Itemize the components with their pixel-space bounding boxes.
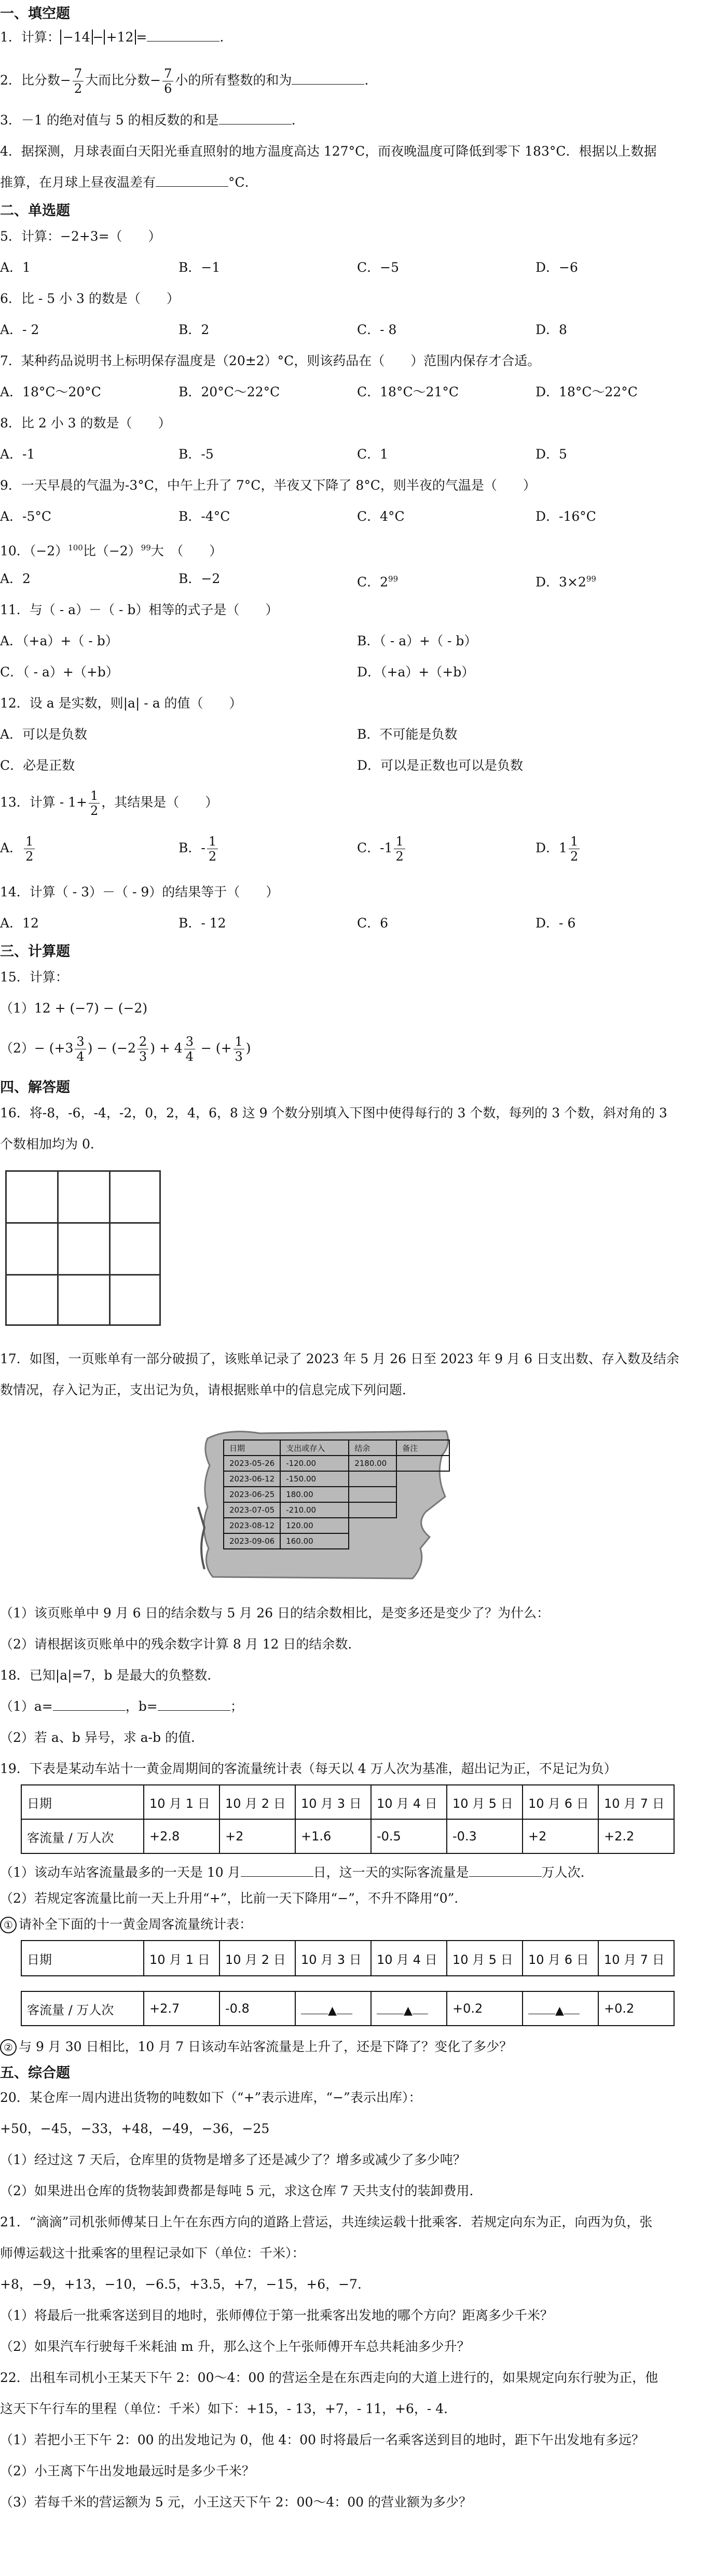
ledger-amount: -120.00	[280, 1456, 349, 1471]
q11-option-c[interactable]: C．（ - a）+（+b）	[0, 664, 119, 680]
section-heading-comprehensive: 五、综合题	[0, 2065, 70, 2081]
q13-post: ，其结果是（ ）	[101, 795, 218, 810]
table-header-cell: 10 月 7 日	[598, 1785, 674, 1819]
section-heading-calc: 三、计算题	[0, 944, 70, 960]
ledger-date: 2023-06-12	[224, 1471, 280, 1487]
exponent: 99	[141, 543, 151, 552]
ledger-header: 结余	[349, 1440, 396, 1456]
fraction	[138, 1034, 148, 1064]
q4-text: 推算，在月球上昼夜温差有	[0, 175, 156, 190]
q14-option-c[interactable]: C．6	[357, 916, 389, 931]
question-14: 14．计算（ - 3）－（ - 9）的结果等于（ ）	[0, 884, 279, 899]
fraction	[207, 834, 218, 864]
table-gap	[21, 1976, 674, 1991]
circled-one: ①	[0, 1917, 17, 1933]
table-header-cell: 10 月 6 日	[523, 1941, 598, 1976]
ledger-amount: -210.00	[280, 1502, 349, 1518]
q8-option-c[interactable]: C．1	[357, 447, 389, 462]
table-cell: -0.3	[447, 1819, 523, 1853]
ledger-date: 2023-05-26	[224, 1456, 280, 1471]
table-cell-blank[interactable]	[523, 1991, 598, 2026]
table-cell: +1.6	[295, 1819, 371, 1853]
answer-blank[interactable]	[147, 27, 219, 41]
ledger-row	[224, 1502, 449, 1518]
option-text: C．2	[357, 574, 389, 590]
passenger-flow-table	[21, 1784, 675, 1854]
table-header-cell: 10 月 5 日	[447, 1785, 523, 1819]
q1-minus: −	[92, 30, 104, 45]
q12-option-a[interactable]: A．可以是负数	[0, 727, 88, 742]
q13-option-c[interactable]	[357, 830, 407, 866]
q11-option-d[interactable]: D．（+a）+（+b）	[357, 664, 475, 680]
ledger-row	[224, 1471, 449, 1487]
q1-prefix: 1．计算：	[0, 30, 60, 45]
triangle-marker: ▲	[555, 2004, 564, 2017]
q11-option-b[interactable]: B．（ - a）+（ - b）	[357, 633, 477, 648]
answer-blank[interactable]	[53, 1697, 126, 1711]
q2-prefix: 2．比分数	[0, 73, 60, 88]
option-text: D．1	[536, 840, 567, 855]
ledger-table	[223, 1439, 450, 1549]
question-9: 9．一天早晨的气温为-3°C，中午上升了 7°C，半夜又下降了 8°C，则半夜的气温是（ ）	[0, 478, 536, 493]
triangle-marker: ▲	[328, 2004, 337, 2017]
answer-blank[interactable]	[469, 1863, 542, 1877]
q10-option-a[interactable]: A．2	[0, 571, 31, 586]
question-12: 12．设 a 是实数，则|a| - a 的值（ ）	[0, 696, 242, 711]
table-header-cell: 10 月 6 日	[523, 1785, 598, 1819]
ledger-balance	[349, 1533, 396, 1549]
ledger-amount: 160.00	[280, 1533, 349, 1549]
q19-sub2-text: 与 9 月 30 日相比，10 月 7 日该动车站客流量是上升了，还是下降了？变化了多少？	[19, 2039, 513, 2054]
option-text: C．-1	[357, 840, 393, 855]
question-1	[0, 27, 224, 48]
q12-option-d[interactable]: D．可以是正数也可以是负数	[357, 758, 524, 773]
table-header-cell: 日期	[21, 1785, 144, 1819]
q10-option-c[interactable]	[357, 569, 398, 592]
question-13	[0, 784, 218, 821]
q3-text: 3．－1 的绝对值与 5 的相反数的和是	[0, 113, 219, 128]
denominator: 4	[76, 1049, 85, 1064]
numerator: 1	[569, 834, 580, 849]
q14-option-d[interactable]: D．- 6	[536, 916, 576, 931]
question-22-line1: 22．出租车司机小王某天下午 2：00～4：00 的营运全是在东西走向的大道上进行的，如果规定向东行驶为正，他	[0, 2370, 658, 2385]
question-21-line2: 师傅运载这十批乘客的里程记录如下（单位：千米）：	[0, 2246, 305, 2261]
q6-option-a[interactable]: A．- 2	[0, 322, 39, 337]
q15-p2-text: ) + 4	[150, 1041, 183, 1056]
table-header-cell: 10 月 1 日	[144, 1785, 219, 1819]
table-spacer-row	[21, 1976, 674, 1991]
numerator: 3	[184, 1034, 195, 1049]
ledger-balance	[349, 1487, 396, 1502]
ledger-header: 支出或存入	[280, 1440, 349, 1456]
q9-option-a[interactable]: A．-5°C	[0, 509, 52, 524]
q21-part2: （2）如果汽车行驶每千米耗油 m 升，那么这个上午张师傅开车总共耗油多少升？	[0, 2339, 470, 2354]
numerator: 7	[73, 66, 84, 81]
q13-option-a[interactable]	[0, 830, 36, 866]
q3-end: .	[291, 113, 296, 128]
ledger-header-row	[224, 1440, 449, 1456]
fraction	[234, 1034, 244, 1064]
ledger-date: 2023-09-06	[224, 1533, 280, 1549]
ledger-amount: 120.00	[280, 1518, 349, 1533]
q19-sub1-text: 请补全下面的十一黄金周客流量统计表：	[19, 1917, 253, 1932]
q10-mid: 比（−2）	[83, 543, 141, 559]
ledger-note	[396, 1487, 449, 1502]
table-cell: +0.2	[447, 1991, 523, 2026]
table-cell-blank[interactable]	[371, 1991, 447, 2026]
table-row	[21, 1819, 674, 1853]
table-cell: -0.8	[219, 1991, 295, 2026]
table-cell: +2	[523, 1819, 598, 1853]
q7-option-a[interactable]: A．18°C～20°C	[0, 384, 101, 399]
q8-option-b[interactable]: B．-5	[178, 447, 214, 462]
question-20: 20．某仓库一周内进出货物的吨数如下（“+”表示进库，“−”表示出库）：	[0, 2090, 422, 2105]
denominator: 3	[235, 1049, 243, 1064]
q1-abs2: +12	[104, 30, 136, 45]
answer-blank[interactable]	[219, 110, 292, 124]
q19-p1-text: （1）该动车站客流量最多的一天是 10 月	[0, 1865, 241, 1880]
ledger-amount: 180.00	[280, 1487, 349, 1502]
answer-blank	[377, 2000, 404, 2014]
fraction	[569, 834, 580, 864]
denominator: 2	[74, 81, 83, 96]
table-cell: +2.2	[598, 1819, 674, 1853]
q5-option-d[interactable]: D．−6	[536, 260, 578, 275]
question-15: 15．计算：	[0, 970, 68, 985]
table-header-cell: 日期	[21, 1941, 144, 1976]
q12-option-c[interactable]: C．必是正数	[0, 758, 75, 773]
q10-option-d[interactable]	[536, 569, 596, 592]
fraction	[89, 788, 100, 818]
q1-abs1: −14	[60, 30, 93, 45]
ledger-note	[396, 1471, 449, 1487]
answer-blank[interactable]	[292, 71, 364, 85]
denominator: 6	[164, 81, 172, 96]
question-18: 18．已知|a|=7，b 是最大的负整数．	[0, 1668, 221, 1683]
table-header-cell: 10 月 4 日	[371, 1785, 447, 1819]
q9-option-b[interactable]: B．-4°C	[178, 509, 230, 524]
ledger-balance	[349, 1471, 396, 1487]
q17-part1: （1）该页账单中 9 月 6 日的结余数与 5 月 26 日的结余数相比，是变多还是变少了？为什么：	[0, 1605, 550, 1621]
table-header-cell: 10 月 2 日	[219, 1785, 295, 1819]
q11-option-a[interactable]: A．（+a）+（ - b）	[0, 633, 118, 648]
numerator: 1	[394, 834, 405, 849]
q9-option-d[interactable]: D．-16°C	[536, 509, 596, 524]
q1-end: .	[219, 30, 224, 45]
table-header-row	[21, 1785, 674, 1819]
q19-sub2	[0, 2037, 512, 2057]
triangle-marker: ▲	[404, 2004, 413, 2017]
q7-option-d[interactable]: D．18°C～22°C	[536, 384, 638, 399]
q12-option-b[interactable]: B．不可能是负数	[357, 727, 458, 742]
ledger-row	[224, 1487, 449, 1502]
answer-blank[interactable]	[156, 173, 228, 187]
question-17-line1: 17．如图，一页账单有一部分破损了，该账单记录了 2023 年 5 月 26 日至 2023 年 9 月 6 日支出数、存入数及结余	[0, 1351, 679, 1366]
q2-end: .	[364, 73, 369, 88]
table-cell-blank[interactable]	[295, 1991, 371, 2026]
denominator: 3	[139, 1049, 147, 1064]
q20-part2: （2）如果进出仓库的货物装卸费都是每吨 5 元，求这仓库 7 天共支付的装卸费用．	[0, 2183, 483, 2198]
q19-sub1	[0, 1914, 252, 1935]
grid-line	[7, 1274, 159, 1276]
question-17-line2: 数情况，存入记为正，支出记为负，请根据账单中的信息完成下列问题．	[0, 1382, 416, 1397]
question-16-line1: 16．将-8，-6，-4，-2，0，2，4，6，8 这 9 个数分别填入下图中使得每行的 3 个数，每列的 3 个数，斜对角的 3	[0, 1105, 667, 1120]
q22-part3: （3）若每千米的营运额为 5 元，小王这天下午 2：00～4：00 的营业额为多少？	[0, 2495, 472, 2510]
denominator: 2	[90, 804, 99, 818]
numerator: 1	[234, 1034, 244, 1049]
q18-part1	[0, 1696, 243, 1717]
q13-option-b[interactable]	[178, 830, 219, 866]
fraction	[75, 1034, 86, 1064]
question-3	[0, 110, 296, 131]
magic-square-grid[interactable]	[5, 1170, 161, 1326]
q7-option-c[interactable]: C．18°C～21°C	[357, 384, 459, 399]
q10-post: 大 （ ）	[150, 543, 223, 559]
table-header-cell: 10 月 3 日	[295, 1785, 371, 1819]
fraction	[394, 834, 405, 864]
q9-option-c[interactable]: C．4°C	[357, 509, 405, 524]
q18-a-label: （1）a=	[0, 1699, 53, 1714]
denominator: 4	[185, 1049, 194, 1064]
passenger-change-table	[21, 1940, 675, 2026]
q21-data: +8，−9，+13，−10，−6.5，+3.5，+7，−15，+6，−7．	[0, 2277, 370, 2292]
denominator: 2	[208, 849, 217, 864]
denominator: 2	[395, 849, 404, 864]
q15-part1: （1）12 + (−7) − (−2)	[0, 1001, 148, 1016]
table-row	[21, 1991, 674, 2026]
q17-part2: （2）请根据该页账单中的残余数字计算 8 月 12 日的结余数．	[0, 1637, 361, 1652]
circled-two: ②	[0, 2039, 17, 2056]
answer-blank	[337, 2000, 352, 2014]
denominator: 2	[25, 849, 34, 864]
answer-blank	[413, 2000, 428, 2014]
q18-part2: （2）若 a、b 异号，求 a-b 的值．	[0, 1730, 204, 1745]
table-header-cell: 10 月 7 日	[598, 1941, 674, 1976]
option-text: B．-	[178, 840, 205, 855]
q5-option-a[interactable]: A．1	[0, 260, 31, 275]
table-header-cell: 10 月 2 日	[219, 1941, 295, 1976]
table-cell: -0.5	[371, 1819, 447, 1853]
grid-line	[109, 1172, 111, 1324]
numerator: 1	[207, 834, 218, 849]
table-cell: +2.7	[144, 1991, 219, 2026]
numerator: 7	[162, 66, 173, 81]
fraction	[24, 834, 35, 864]
q6-option-d[interactable]: D．8	[536, 322, 567, 337]
table-cell: 客流量 / 万人次	[21, 1991, 144, 2026]
q8-option-d[interactable]: D．5	[536, 447, 567, 462]
numerator: 1	[24, 834, 35, 849]
q19-part1	[0, 1862, 594, 1883]
ledger-date: 2023-06-25	[224, 1487, 280, 1502]
question-10	[0, 537, 222, 561]
q15-p2-text: （2）− (+3	[0, 1041, 74, 1056]
q5-option-c[interactable]: C．−5	[357, 260, 399, 275]
grid-line	[57, 1172, 59, 1324]
exponent: 99	[388, 574, 399, 584]
q22-part2: （2）小王离下午出发地最远时是多少千米？	[0, 2463, 255, 2478]
question-4-line1: 4．据探测，月球表面白天阳光垂直照射的地方温度高达 127°C，而夜晚温度可降低到零下 183°C．根据以上数据	[0, 144, 657, 159]
q20-data: +50，−45，−33，+48，−49，−36，−25	[0, 2121, 270, 2136]
q6-option-b[interactable]: B．2	[178, 322, 210, 337]
paper-curl	[198, 1507, 204, 1569]
question-21-line1: 21．“滴滴”司机张师傅某日上午在东西方向的道路上营运，共连续运载十批乘客．若规定向东为正，向西为负，张	[0, 2214, 653, 2229]
ledger-row	[224, 1456, 449, 1471]
question-2	[0, 62, 368, 99]
question-7: 7．某种药品说明书上标明保存温度是（20±2）°C，则该药品在（ ）范围内保存才合适。	[0, 353, 541, 368]
ledger-row	[224, 1533, 449, 1549]
q15-p2-text: ) − (−2	[87, 1041, 136, 1056]
table-header-cell: 10 月 1 日	[144, 1941, 219, 1976]
q18-b-label: ，b=	[125, 1699, 158, 1714]
ledger-row	[224, 1518, 449, 1533]
answer-blank[interactable]	[241, 1863, 313, 1877]
ledger-amount: -150.00	[280, 1471, 349, 1487]
fraction	[184, 1034, 195, 1064]
q19-p1-text: 日，这一天的实际客流量是	[313, 1865, 469, 1880]
ledger-note	[396, 1456, 449, 1471]
ledger-note	[396, 1502, 449, 1518]
q2-post: 小的所有整数的和为	[175, 73, 292, 88]
q14-option-b[interactable]: B．- 12	[178, 916, 226, 931]
question-8: 8．比 2 小 3 的数是（ ）	[0, 416, 171, 431]
exponent: 99	[586, 574, 596, 584]
denominator: 2	[570, 849, 579, 864]
question-19: 19．下表是某动车站十一黄金周期间的客流量统计表（每天以 4 万人次为基准，超出记为正，不足记为负）	[0, 1761, 617, 1776]
exponent: 100	[68, 543, 83, 552]
ledger-date: 2023-07-05	[224, 1502, 280, 1518]
table-cell: +2	[219, 1819, 295, 1853]
question-4-line2	[0, 172, 258, 193]
q22-part1: （1）若把小王下午 2：00 的出发地记为 0，他 4：00 时将最后一名乘客送到目的地时，距下午出发地有多远？	[0, 2432, 644, 2447]
numerator: 1	[89, 788, 100, 804]
q18-end: ；	[230, 1699, 243, 1714]
q14-option-a[interactable]: A．12	[0, 916, 39, 931]
section-heading-fill: 一、填空题	[0, 6, 70, 22]
q2-neg2: −	[150, 73, 161, 88]
question-5: 5．计算：−2+3=（ ）	[0, 229, 161, 244]
ledger-header: 日期	[224, 1440, 280, 1456]
q10-option-b[interactable]: B．−2	[178, 571, 221, 586]
ledger-balance	[349, 1518, 396, 1533]
option-text: D．3×2	[536, 574, 586, 590]
table-cell: +0.2	[598, 1991, 674, 2026]
q8-option-a[interactable]: A．-1	[0, 447, 35, 462]
question-11: 11．与（ - a）－（ - b）相等的式子是（ ）	[0, 602, 279, 617]
q2-neg: −	[60, 73, 71, 88]
q5-option-b[interactable]: B．−1	[178, 260, 221, 275]
section-heading-solve: 四、解答题	[0, 1079, 70, 1096]
table-cell: +2.8	[144, 1819, 219, 1853]
ledger-date: 2023-08-12	[224, 1518, 280, 1533]
numerator: 2	[138, 1034, 148, 1049]
q21-part1: （1）将最后一批乘客送到目的地时，张师傅位于第一批乘客出发地的哪个方向？距离多少千米？	[0, 2308, 553, 2323]
section-heading-choice: 二、单选题	[0, 203, 70, 219]
answer-blank	[564, 2000, 580, 2014]
question-22-line2: 这天下午行车的里程（单位：千米）如下：+15，- 13，+7，- 11，+6，- 4．	[0, 2401, 457, 2416]
q13-pre: 13．计算 - 1+	[0, 795, 88, 810]
q10-pre: 10．（−2）	[0, 543, 68, 559]
ledger-header: 备注	[396, 1440, 449, 1456]
table-header-cell: 10 月 3 日	[295, 1941, 371, 1976]
fraction	[73, 66, 84, 96]
q4-unit: °C．	[228, 175, 258, 190]
fraction	[162, 66, 173, 96]
q1-equals: =	[136, 30, 147, 45]
table-header-cell: 10 月 4 日	[371, 1941, 447, 1976]
q20-part1: （1）经过这 7 天后，仓库里的货物是增多了还是减少了？增多或减少了多少吨？	[0, 2152, 466, 2167]
option-text: A．	[0, 840, 23, 855]
q7-option-b[interactable]: B．20°C～22°C	[178, 384, 280, 399]
q15-p2-text: )	[245, 1041, 251, 1056]
answer-blank	[301, 2000, 328, 2014]
q19-p1-text: 万人次．	[541, 1865, 594, 1880]
ledger-balance: 2180.00	[349, 1456, 396, 1471]
ledger-note	[396, 1518, 449, 1533]
q2-mid: 大而比分数	[85, 73, 150, 88]
q6-option-c[interactable]: C．- 8	[357, 322, 397, 337]
question-16-line2: 个数相加均为 0．	[0, 1137, 103, 1152]
answer-blank[interactable]	[158, 1697, 230, 1711]
ledger-note	[396, 1533, 449, 1549]
answer-blank	[528, 2000, 555, 2014]
q19-part2: （2）若规定客流量比前一天上升用“+”，比前一天下降用“−”，不升不降用“0”．	[0, 1891, 468, 1906]
q13-option-d[interactable]	[536, 830, 581, 866]
grid-line	[7, 1222, 159, 1224]
q15-part2	[0, 1030, 251, 1067]
table-header-row	[21, 1941, 674, 1976]
table-header-cell: 10 月 5 日	[447, 1941, 523, 1976]
table-cell: 客流量 / 万人次	[21, 1819, 144, 1853]
question-6: 6．比 - 5 小 3 的数是（ ）	[0, 291, 180, 306]
ledger-balance	[349, 1502, 396, 1518]
numerator: 3	[75, 1034, 86, 1049]
q15-p2-text: − (+	[196, 1041, 232, 1056]
